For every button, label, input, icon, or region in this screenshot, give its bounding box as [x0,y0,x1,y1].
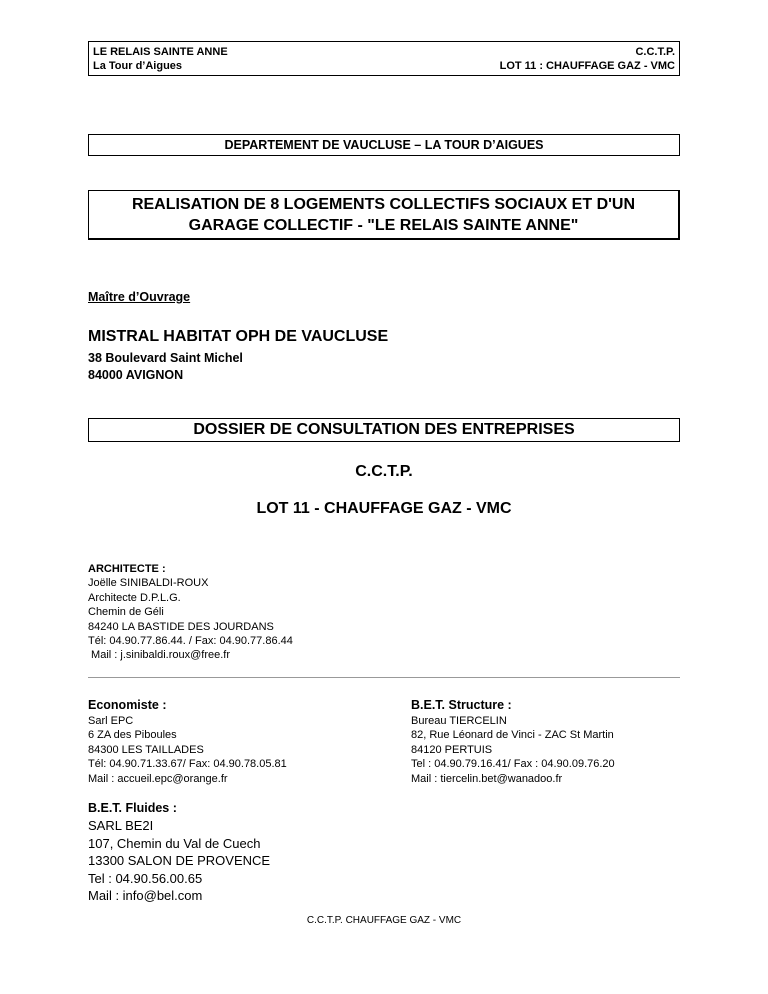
bet-fluides-title: B.E.T. Fluides : [88,801,177,815]
header-project-name: LE RELAIS SAINTE ANNE [93,46,228,58]
section-divider [88,677,680,678]
economiste-line: Mail : accueil.epc@orange.fr [88,772,228,785]
dossier-banner: DOSSIER DE CONSULTATION DES ENTREPRISES [88,418,680,442]
architecte-block [88,562,293,663]
header-location: La Tour d’Aigues [93,60,183,72]
architecte-line: Joëlle SINIBALDI-ROUX [88,577,209,590]
maitre-ouvrage-name: MISTRAL HABITAT OPH DE VAUCLUSE [88,328,389,345]
economiste-block [88,697,287,786]
header-doc-type: C.C.T.P. [635,46,675,58]
architecte-line: Mail : j.sinibaldi.roux@free.fr [88,649,230,662]
address-line: 84000 AVIGNON [88,368,184,382]
architecte-line: Chemin de Géli [88,606,164,619]
bet-fluides-line: SARL BE2I [88,818,154,833]
bet-fluides-line: Mail : info@bel.com [88,888,203,903]
bet-structure-line: 84120 PERTUIS [411,743,493,756]
department-banner: DEPARTEMENT DE VAUCLUSE – LA TOUR D’AIGUES [88,134,680,156]
bet-structure-block [411,697,615,786]
document-type-title: C.C.T.P. [355,463,413,480]
page-header [88,41,680,76]
lot-title: LOT 11 - CHAUFFAGE GAZ - VMC [256,500,512,517]
project-title-line2: GARAGE COLLECTIF - "LE RELAIS SAINTE ANNE" [188,217,579,234]
bet-structure-line: Mail : tiercelin.bet@wanadoo.fr [411,772,563,785]
economiste-title: Economiste : [88,698,167,712]
address-line: 38 Boulevard Saint Michel [88,351,243,365]
bet-structure-line: 82, Rue Léonard de Vinci - ZAC St Martin [411,729,614,742]
economiste-line: 84300 LES TAILLADES [88,743,204,756]
project-title-line1: REALISATION DE 8 LOGEMENTS COLLECTIFS SOCIAUX ET D'UN [131,196,636,213]
bet-fluides-line: 13300 SALON DE PROVENCE [88,853,271,868]
architecte-title: ARCHITECTE : [88,563,166,575]
header-right [500,45,675,73]
header-left [93,45,228,73]
project-title-box [88,190,680,240]
header-lot: LOT 11 : CHAUFFAGE GAZ - VMC [499,60,675,72]
maitre-ouvrage-label: Maître d’Ouvrage [88,290,191,304]
maitre-ouvrage-address [88,350,243,384]
bet-fluides-block [88,800,270,905]
economiste-line: Tél: 04.90.71.33.67/ Fax: 04.90.78.05.81 [88,758,287,771]
bet-fluides-line: 107, Chemin du Val de Cuech [88,835,261,851]
bet-structure-line: Bureau TIERCELIN [411,715,507,727]
economiste-line: 6 ZA des Piboules [88,729,177,742]
architecte-line: 84240 LA BASTIDE DES JOURDANS [88,620,274,633]
architecte-line: Architecte D.P.L.G. [88,591,181,604]
economiste-line: Sarl EPC [88,715,134,727]
architecte-line: Tél: 04.90.77.86.44. / Fax: 04.90.77.86.44 [88,635,293,648]
page-footer: C.C.T.P. CHAUFFAGE GAZ - VMC [306,915,462,926]
bet-structure-line: Tel : 04.90.79.16.41/ Fax : 04.90.09.76.20 [411,758,615,771]
bet-structure-title: B.E.T. Structure : [411,698,512,712]
bet-fluides-line: Tel : 04.90.56.00.65 [88,870,203,886]
